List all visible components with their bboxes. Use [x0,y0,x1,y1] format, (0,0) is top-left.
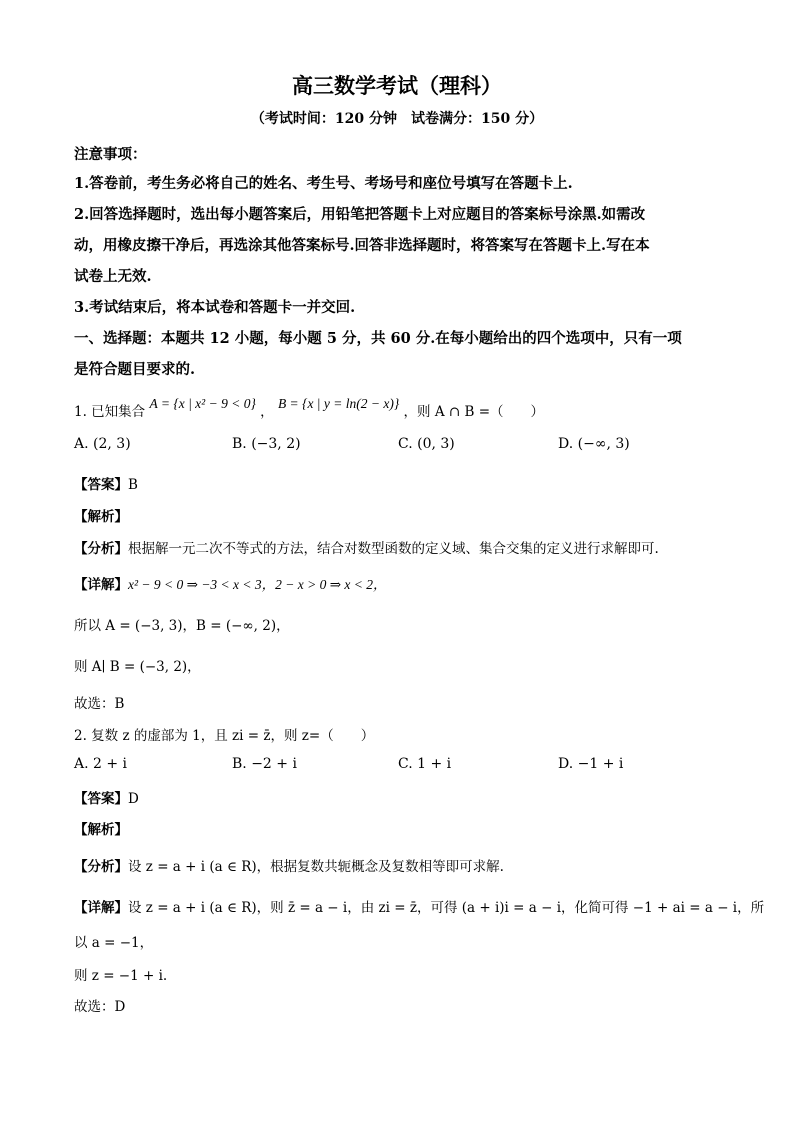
q1-option-d: D. (−∞, 3) [558,436,630,452]
q1-set-a: A = {x | x² − 9 < 0} [149,396,256,411]
q2-xiangjie-text: 设 z = a + i (a ∈ R)，则 z̄ = a − i，由 zi = z̄，可得 (a + i)i = a − i，化简可得 −1 + ai = a − i，所 [128,900,765,916]
q1-xiangjie-tag: 【详解】 [74,577,128,593]
q1-choose: 故选：B [74,696,125,712]
q1-prefix: 1. 已知集合 [74,404,146,420]
q2-choose: 故选：D [74,999,126,1015]
q2-answer-value: D [128,791,139,807]
notes-heading: 注意事项： [74,146,147,163]
q1-fenxi-text: 根据解一元二次不等式的方法，结合对数型函数的定义域、集合交集的定义进行求解即可. [128,541,659,557]
q2-answer-tag: 【答案】 [74,791,128,807]
q1-fenxi [74,537,659,557]
note-2-line-1: 2.回答选择题时，选出每小题答案后，用铅笔把答题卡上对应题目的答案标号涂黑.如需改 [74,206,646,223]
q1-answer-value: B [128,477,138,493]
q2-option-b: B. −2 + i [232,756,297,772]
q2-fenxi [74,855,504,875]
q1-answer-tag: 【答案】 [74,477,128,493]
exam-subtitle: （考试时间：120 分钟 试卷满分：150 分） [250,111,544,127]
section-1-line-2: 是符合题目要求的. [74,361,196,378]
q2-jiexi: 【解析】 [74,822,128,838]
q1-answer [74,473,138,493]
q2-fenxi-text: 设 z = a + i (a ∈ R)，根据复数共轭概念及复数相等即可求解. [128,859,504,875]
q2-stem: 2. 复数 z 的虚部为 1，且 zi = z̄，则 z=（ ） [74,728,375,744]
q1-stem [74,396,545,420]
q2-option-a: A. 2 + i [74,756,128,772]
note-3: 3.考试结束后，将本试卷和答题卡一并交回. [74,299,356,316]
q1-suffix: ，则 A ∩ B =（ ） [403,404,545,420]
q2-line-2: 以 a = −1， [74,935,154,951]
q1-xiangjie [74,573,387,593]
q2-fenxi-tag: 【分析】 [74,859,128,875]
q1-jiexi: 【解析】 [74,509,128,525]
note-2-line-3: 试卷上无效. [74,268,152,285]
q1-line-2: 所以 A = (−3, 3)，B = (−∞, 2)， [74,618,290,634]
q1-option-b: B. (−3, 2) [232,436,301,452]
q1-option-a: A. (2, 3) [74,436,131,452]
section-1-line-1: 一、选择题：本题共 12 小题，每小题 5 分，共 60 分.在每小题给出的四个选项中，只有一项 [74,330,682,347]
q1-option-c: C. (0, 3) [398,436,455,452]
note-1: 1.答卷前，考生务必将自己的姓名、考生号、考场号和座位号填写在答题卡上. [74,175,573,192]
q1-xiangjie-text: x² − 9 < 0 ⇒ −3 < x < 3，2 − x > 0 ⇒ x < 2， [128,577,387,592]
q2-xiangjie-tag: 【详解】 [74,900,128,916]
q2-xiangjie [74,896,764,916]
note-2-line-2: 动，用橡皮擦干净后，再选涂其他答案标号.回答非选择题时，将答案写在答题卡上.写在本 [74,237,650,254]
exam-title: 高三数学考试（理科） [292,73,502,98]
q2-option-c: C. 1 + i [398,756,452,772]
q1-set-b: B = {x | y = ln(2 − x)} [277,396,400,411]
q2-line-3: 则 z = −1 + i. [74,968,168,984]
q2-answer [74,787,139,807]
q2-option-d: D. −1 + i [558,756,624,772]
q1-line-3: 则 A∣ B = (−3, 2)， [74,659,201,675]
q1-comma: ， [260,404,274,420]
q1-fenxi-tag: 【分析】 [74,541,128,557]
